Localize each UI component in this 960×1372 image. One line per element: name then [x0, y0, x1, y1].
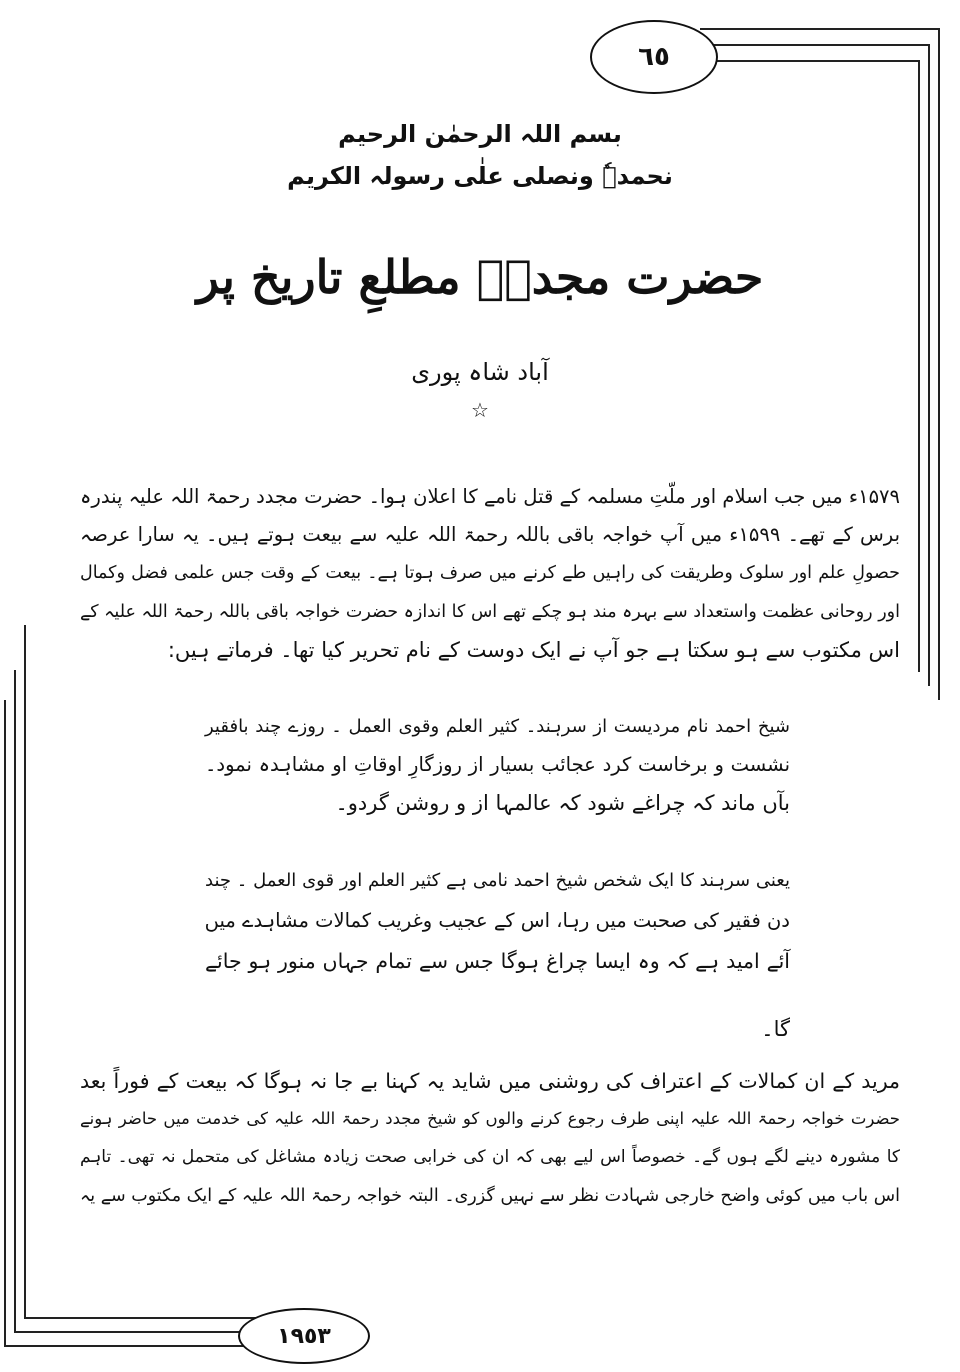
- text-line: اس باب میں کوئی واضح خارجی شہادت نظر سے نہیں گزری۔ البتہ خواجہ رحمۃ اللہ علیہ کے ایک مکتوب سے یہ: [80, 1186, 900, 1206]
- page-title: حضرت مجددؒ مطلعِ تاریخ پر: [196, 250, 764, 304]
- star-divider: ☆: [471, 398, 489, 422]
- year-label: ١٩٥٣: [277, 1323, 331, 1349]
- text-line: برس کے تھے۔ ۱۵۹۹ء میں آپ خواجہ باقی باللہ رحمۃ اللہ علیہ سے بیعت ہوتے ہیں۔ یہ سارا عرصہ: [80, 523, 900, 546]
- text-line: اور روحانی عظمت واستعداد سے بہرہ مند ہو چکے تھے اس کا اندازہ حضرت خواجہ باقی باللہ رحمۃ اللہ علیہ کے: [80, 602, 900, 622]
- quote-line: شیخ احمد نام مردیست از سرہند۔ کثیر العلم وقوی العمل ۔ روزے چند بافقیر: [205, 716, 790, 737]
- quote-line: یعنی سرہند کا ایک شخص شیخ احمد نامی ہے کثیر العلم اور قوی العمل ۔ چند: [205, 870, 790, 891]
- salutation: نحمدہٗ ونصلی علٰی رسولہ الکریم: [287, 162, 673, 190]
- page-number: ٦٥: [638, 42, 670, 72]
- text-line: مرید کے ان کمالات کے اعتراف کی روشنی میں شاید یہ کہنا بے جا نہ ہوگا کہ بیعت کے فوراً بعد: [80, 1069, 900, 1093]
- bismillah: بسم اللہ الرحمٰن الرحیم: [338, 120, 622, 148]
- text-line: اس مکتوب سے ہو سکتا ہے جو آپ نے ایک دوست کے نام تحریر کیا تھا۔ فرماتے ہیں:: [167, 638, 900, 662]
- text-line: ۱۵۷۹ء میں جب اسلام اور ملّتِ مسلمہ کے قتل نامے کا اعلان ہوا۔ حضرت مجدد رحمۃ اللہ علیہ پندرہ: [80, 485, 900, 508]
- year-badge: [238, 1308, 370, 1364]
- quote-line: بآں ماند کہ چراغے شود کہ عالمہا از و روشن گردو۔: [335, 791, 790, 815]
- text-line: کا مشورہ دینے لگے ہوں گے۔ خصوصاً اس لیے بھی کہ ان کی خرابی صحت زیادہ مشاغل کی متحمل نہ تھی۔ تاہم: [80, 1147, 900, 1167]
- quote-line: نشست و برخاست کرد عجائب بسیار از روزگارِ اوقاتِ او مشاہدہ نمود۔: [205, 753, 790, 776]
- page-number-badge: [590, 20, 718, 94]
- quote-line: گا۔: [761, 1017, 790, 1041]
- text-line: حصولِ علم اور سلوک وطریقت کی راہیں طے کرنے میں صرف ہوتا ہے۔ بیعت کے وقت جس علمی فضل وکمال: [80, 563, 900, 583]
- author-name: آباد شاہ پوری: [411, 358, 549, 386]
- text-line: حضرت خواجہ رحمۃ اللہ علیہ اپنی طرف رجوع کرنے والوں کو شیخ مجدد رحمۃ اللہ علیہ کی خدمت میں حاضر ہونے: [80, 1109, 900, 1128]
- quote-line: دن فقیر کی صحبت میں رہا، اس کے عجیب وغریب کمالات مشاہدے میں: [204, 909, 790, 932]
- quote-line: آئے امید ہے کہ وہ ایسا چراغ ہوگا جس سے تمام جہاں منور ہو جائے: [205, 949, 790, 973]
